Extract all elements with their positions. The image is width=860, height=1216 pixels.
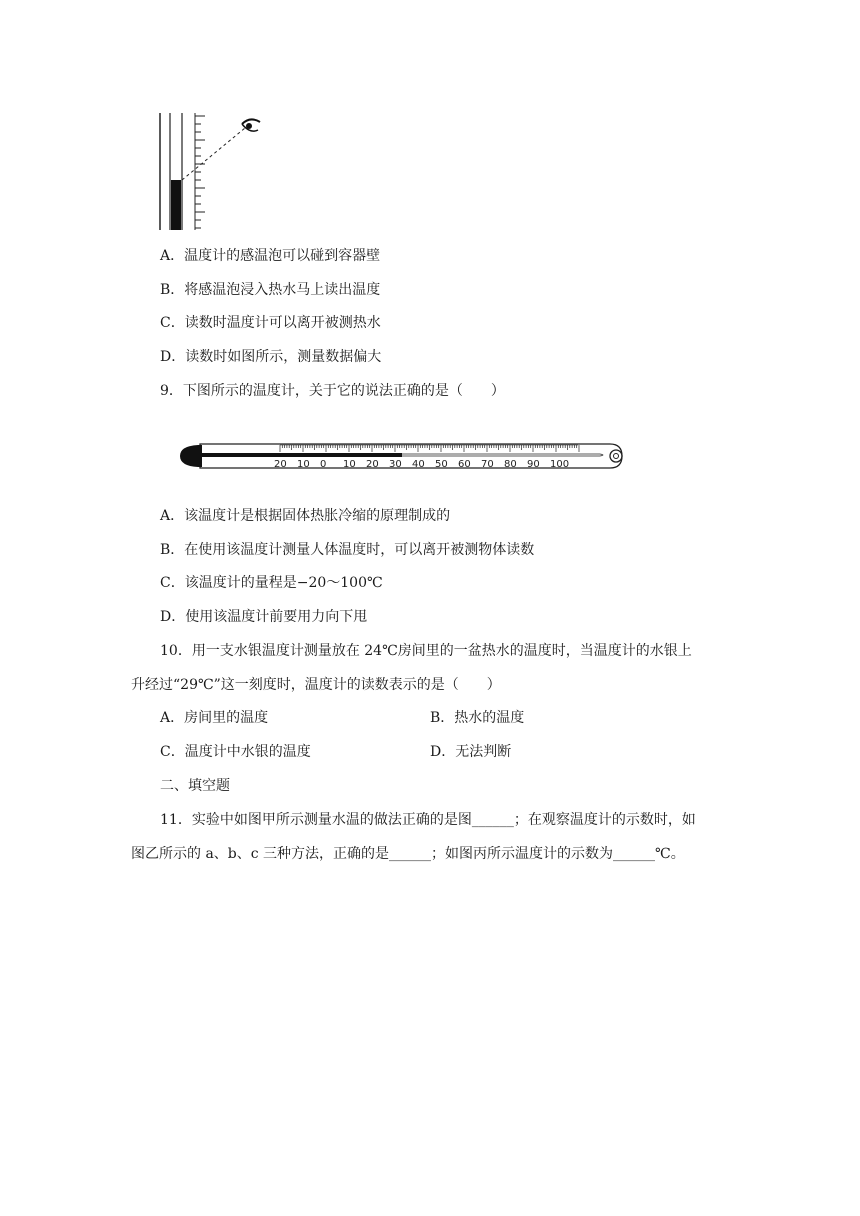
- horizontal-thermometer-figure: [170, 438, 630, 478]
- q10-option-d: D．无法判断: [430, 744, 512, 760]
- scale-label: 50: [435, 459, 448, 470]
- q10-option-a: A．房间里的温度: [160, 710, 269, 726]
- scale-label: 60: [458, 459, 471, 470]
- vertical-thermometer-figure: [150, 110, 270, 235]
- q10-stem-line2: 升经过“29℃”这一刻度时，温度计的读数表示的是（ ）: [131, 677, 501, 693]
- q8-option-b: B．将感温泡浸入热水马上读出温度: [160, 282, 381, 298]
- q8-option-c: C．读数时温度计可以离开被测热水: [160, 315, 381, 331]
- q9-option-b: B．在使用该温度计测量人体温度时，可以离开被测物体读数: [160, 542, 535, 558]
- q8-option-d: D．读数时如图所示，测量数据偏大: [160, 349, 382, 365]
- q8-option-a: A．温度计的感温泡可以碰到容器壁: [160, 248, 381, 264]
- q9-option-c: C．该温度计的量程是−20～100℃: [160, 575, 383, 591]
- section-title: 二、填空题: [160, 778, 230, 794]
- q9-stem: 9．下图所示的温度计，关于它的说法正确的是（ ）: [160, 383, 505, 399]
- q11-line1: 11．实验中如图甲所示测量水温的做法正确的是图______；在观察温度计的示数时，如: [160, 812, 696, 828]
- scale-label: 10: [297, 459, 310, 470]
- scale-label: 10: [343, 459, 356, 470]
- q9-option-d: D．使用该温度计前要用力向下甩: [160, 609, 368, 625]
- q10-stem-line1: 10．用一支水银温度计测量放在 24℃房间里的一盆热水的温度时，当温度计的水银上: [160, 643, 692, 659]
- q11-line2: 图乙所示的 a、b、c 三种方法，正确的是______；如图丙所示温度计的示数为______℃。: [131, 846, 685, 862]
- scale-label: 30: [389, 459, 402, 470]
- scale-label: 100: [550, 459, 570, 470]
- q9-option-a: A．该温度计是根据固体热胀冷缩的原理制成的: [160, 508, 451, 524]
- eye-icon: [242, 119, 260, 131]
- q10-option-b: B．热水的温度: [430, 710, 525, 726]
- q10-option-c: C．温度计中水银的温度: [160, 744, 311, 760]
- scale-label: 90: [527, 459, 540, 470]
- scale-label: 40: [412, 459, 425, 470]
- scale-label: 80: [504, 459, 517, 470]
- scale-label: 70: [481, 459, 494, 470]
- scale-label: 20: [366, 459, 379, 470]
- scale-label: 20: [274, 459, 287, 470]
- scale-label: 0: [320, 459, 327, 470]
